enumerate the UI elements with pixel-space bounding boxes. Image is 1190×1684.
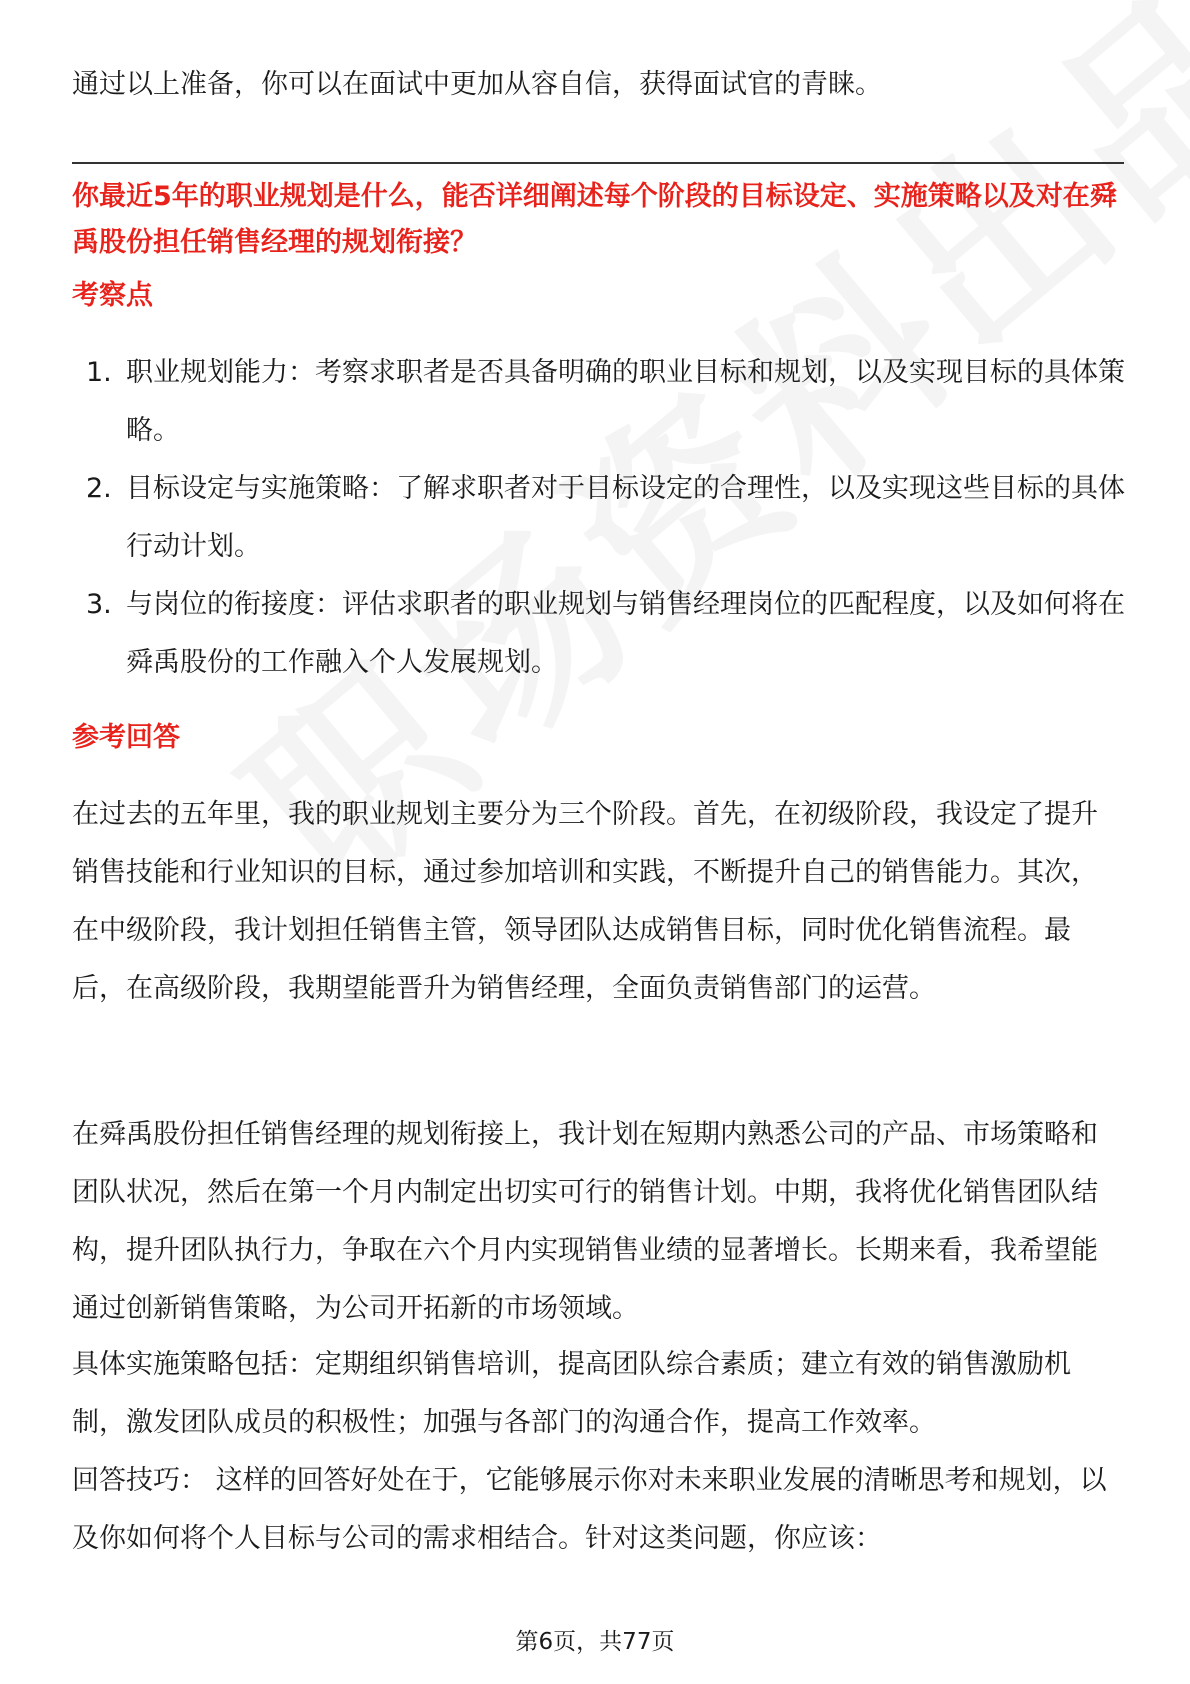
list-item-text: 目标设定与实施策略：了解求职者对于目标设定的合理性，以及实现这些目标的具体行动计划。 [126,473,1125,562]
answer-paragraph: 在过去的五年里，我的职业规划主要分为三个阶段。首先，在初级阶段，我设定了提升销售技能和行业知识的目标，通过参加培训和实践，不断提升自己的销售能力。其次，在中级阶段，我计划担任销售主管，领导团队达成销售目标，同时优化销售流程。最后，在高级阶段，我期望能晋升为销售经理，全面负责销售部门的运营。 [72,799,1098,1004]
answer-paragraph: 具体实施策略包括：定期组织销售培训，提高团队综合素质；建立有效的销售激励机制，激发团队成员的积极性；加强与各部门的沟通合作，提高工作效率。 [72,1349,1071,1438]
intro-paragraph: 通过以上准备，你可以在面试中更加从容自信，获得面试官的青睐。 [72,69,882,100]
list-item-text: 职业规划能力：考察求职者是否具备明确的职业目标和规划，以及实现目标的具体策略。 [126,357,1125,446]
list-item [72,576,1132,692]
focus-points-list [72,344,1132,692]
answer-section-heading: 参考回答 [72,722,180,753]
list-item-text: 与岗位的衔接度：评估求职者的职业规划与销售经理岗位的匹配程度，以及如何将在舜禹股份的工作融入个人发展规划。 [126,589,1125,678]
page-footer: 第6页，共77页 [515,1629,675,1655]
answer-tips-paragraph: 回答技巧： 这样的回答好处在于，它能够展示你对未来职业发展的清晰思考和规划，以及你如何将个人目标与公司的需求相结合。针对这类问题，你应该： [72,1465,1107,1554]
answer-paragraph: 在舜禹股份担任销售经理的规划衔接上，我计划在短期内熟悉公司的产品、市场策略和团队状况，然后在第一个月内制定出切实可行的销售计划。中期，我将优化销售团队结构，提升团队执行力，争取在六个月内实现销售业绩的显著增长。长期来看，我希望能通过创新销售策略，为公司开拓新的市场领域。 [72,1119,1098,1324]
focus-section-heading: 考察点 [72,280,153,311]
question-heading: 你最近5年的职业规划是什么，能否详细阐述每个阶段的目标设定、实施策略以及对在舜禹股份担任销售经理的规划衔接？ [72,181,1117,258]
list-number: 3. [86,589,112,620]
section-divider [72,162,1124,164]
list-item [72,460,1132,576]
list-number: 1. [86,357,112,388]
list-number: 2. [86,473,112,504]
list-item [72,344,1132,460]
